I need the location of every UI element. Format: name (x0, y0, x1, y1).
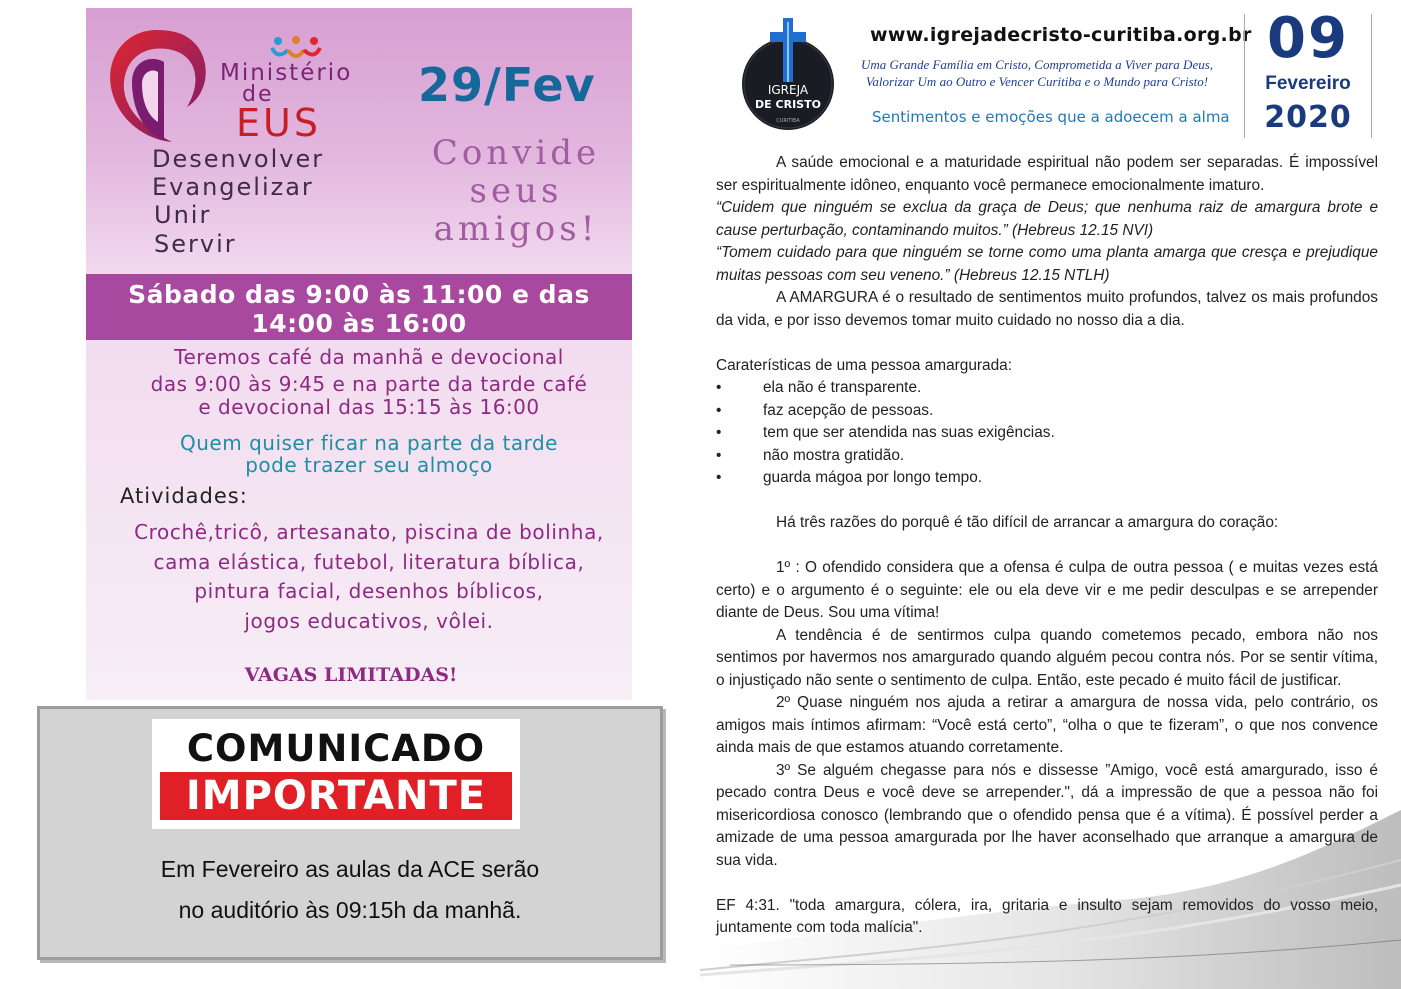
breakfast-info (106, 344, 632, 421)
activities-list (106, 518, 632, 636)
article-paragraph: 3º Se alguém chegasse para nós e dissesse ”Amigo, você está amargurado, isso é pecado contra Deus e você deve se arrepender.", dá a impressão de que a pessoa não foi misericordiosa conosco (lembrando que o ofendido pensa que é a vítima). É possível perder a amizade de uma pessoa amargurada por lhe haver aconselhado que arranque a amargura de sua vida. (716, 761, 1378, 869)
activities-line: jogos educativos, vôlei. (244, 608, 494, 633)
notice-box (37, 706, 663, 960)
list-item: • ela não é transparente. (716, 377, 1378, 400)
schedule-banner (86, 274, 632, 340)
church-logo-bottom: DE CRISTO (755, 98, 821, 111)
lunch-line: Quem quiser ficar na parte da tarde (180, 431, 558, 455)
church-logo (740, 18, 836, 132)
notice-message (40, 849, 660, 931)
pillar-servir: Servir (154, 230, 237, 258)
notice-badge-word1: COMUNICADO (186, 727, 486, 770)
pillar-desenvolver: Desenvolver (152, 145, 325, 173)
ministry-name-line1: Ministério (220, 60, 353, 86)
article-paragraph: A AMARGURA é o resultado de sentimentos muito profundos, talvez os mais profundos da vida, e por isso devemos tomar muito cuidado no nosso dia a dia. (716, 289, 1378, 329)
church-motto (846, 56, 1228, 90)
schedule-line: 14:00 às 16:00 (251, 309, 467, 338)
article-paragraph: 2º Quase ninguém nos ajuda a retirar a amargura de nossa vida, pelo contrário, os amigos mais íntimos afirmam: “Você está certo”, “olha o que te fizeram”, o que nos convence ainda mais de que estamos atuando corretamente. (716, 694, 1378, 756)
sermon-title: Sentimentos e emoções que a adoecem a alma (872, 108, 1230, 126)
breakfast-line: das 9:00 às 9:45 e na parte da tarde café (150, 372, 588, 396)
invite-line: seus (469, 171, 563, 211)
activities-line: Crochê,tricô, artesanato, piscina de bolinha, (134, 520, 604, 544)
invite-line: amigos! (433, 209, 599, 249)
article-verse: EF 4:31. "toda amargura, cólera, ira, gritaria e insulto sejam removidos do vosso meio, juntamente com toda malícia". (716, 896, 1378, 936)
notice-line: no auditório às 09:15h da manhã. (178, 897, 522, 923)
article-quote: “Cuidem que ninguém se exclua da graça de Deus; que nenhuma raiz de amargura brote e cause perturbação, contaminando muitos.” (Hebreus 12.15 NVI) (716, 199, 1378, 239)
article-quote: “Tomem cuidado para que ninguém se torne como uma planta amarga que cresça e prejudique muitas pessoas com seu veneno.” (Hebreus 12.15 NTLH) (716, 244, 1378, 284)
motto-line: Valorizar Um ao Outro e Vencer Curitiba e o Mundo para Cristo! (865, 74, 1209, 89)
church-website-link[interactable]: www.igrejadecristo-curitiba.org.br (870, 24, 1252, 46)
activities-heading: Atividades: (120, 484, 248, 508)
list-item: • guarda mágoa por longo tempo. (716, 467, 1378, 490)
breakfast-line: e devocional das 15:15 às 16:00 (198, 395, 540, 419)
lunch-info (106, 432, 632, 476)
characteristics-list (716, 377, 1378, 490)
article-paragraph: A tendência é de sentirmos culpa quando cometemos pecado, embora não nos sentimos por havermos nos amargurado quando alguém pecou contra nós. Por se sentir vítima, o injustiçado não sente o sentimento de culpa. Então, este pecado é muito fácil de justificar. (716, 626, 1378, 689)
pillar-unir: Unir (154, 201, 212, 229)
sermon-article (716, 152, 1378, 940)
date-month: Fevereiro (1265, 73, 1351, 94)
ministry-name-line3: EUS (236, 101, 321, 145)
date-day: 09 (1267, 6, 1349, 71)
list-item: • não mostra gratidão. (716, 445, 1378, 468)
pillar-evangelizar: Evangelizar (152, 173, 314, 201)
church-logo-top: IGREJA (767, 83, 809, 97)
date-year: 2020 (1264, 100, 1352, 135)
article-paragraph: 1º : O ofendido considera que a ofensa é culpa de outra pessoa ( e muitas vezes está certo) e o argumento é o seguinte: ele ou ela deve vir e me pedir desculpas e se arrepender diante de Deus. Sou uma vítima! (716, 559, 1378, 621)
list-item: • tem que ser atendida nas suas exigências. (716, 422, 1378, 445)
bulletin-date (1244, 6, 1372, 138)
ministry-heart-logo (102, 22, 212, 152)
lunch-line: pode trazer seu almoço (245, 453, 493, 477)
activities-line: cama elástica, futebol, literatura bíblica, (153, 549, 585, 574)
article-paragraph: A saúde emocional e a maturidade espiritual não podem ser separadas. É impossível ser espiritualmente idôneo, enquanto você permanece emocionalmente imaturo. (716, 154, 1378, 194)
invite-line: Convide (431, 133, 601, 173)
ministry-flyer (86, 8, 632, 700)
invite-text (406, 134, 626, 248)
schedule-line: Sábado das 9:00 às 11:00 e das (128, 280, 590, 309)
notice-badge-word2: IMPORTANTE (185, 773, 487, 819)
article-paragraph: Há três razões do porquê é tão difícil de arrancar a amargura do coração: (776, 514, 1279, 531)
church-logo-city: CURITIBA (776, 118, 800, 124)
notice-line: Em Fevereiro as aulas da ACE serão (160, 856, 540, 882)
list-heading: Caraterísticas de uma pessoa amargurada: (716, 356, 1012, 374)
motto-line: Uma Grande Família em Cristo, Comprometida a Viver para Deus, (860, 57, 1214, 72)
breakfast-line: Teremos café da manhã e devocional (174, 345, 564, 369)
notice-badge (152, 719, 520, 829)
activities-line: pintura facial, desenhos bíblicos, (194, 579, 544, 603)
list-item: • faz acepção de pessoas. (716, 400, 1378, 423)
ministry-name-line2: de (242, 82, 274, 107)
event-date: 29/Fev (418, 58, 596, 112)
notice-badge-red-box (160, 772, 512, 820)
limited-spots-note: VAGAS LIMITADAS! (244, 664, 458, 686)
